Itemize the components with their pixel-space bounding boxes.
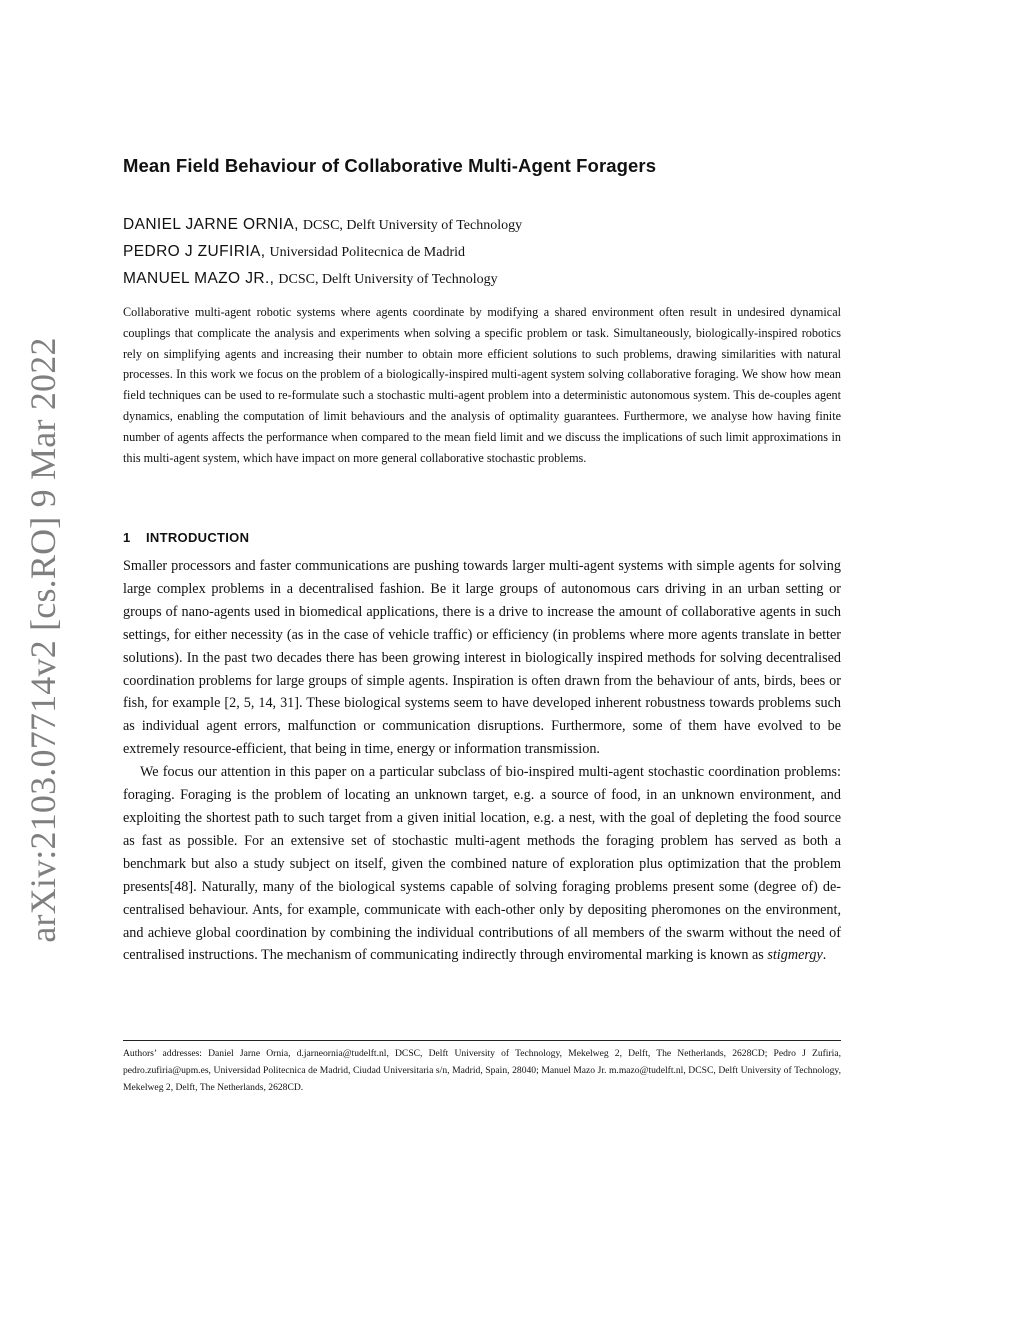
author-entry <box>123 238 841 265</box>
emphasized-term: stigmergy <box>767 947 823 964</box>
section-heading <box>123 530 249 545</box>
author-affiliation: DCSC, Delft University of Technology <box>278 272 498 287</box>
author-affiliation: DCSC, Delft University of Technology <box>302 218 523 233</box>
footnote-divider <box>123 1040 841 1041</box>
author-list <box>123 211 841 292</box>
author-affiliation: Universidad Politecnica de Madrid <box>269 245 466 260</box>
section-number: 1 <box>123 530 131 545</box>
abstract: Collaborative multi-agent robotic systems where agents coordinate by modifying a shared environment often result in undesired dynamical couplings that complicate the analysis and experiments when solving a specific problem or task. Simultaneously, biologically-inspired robotics rely on simplifying agents and increasing their number to obtain more efficient solutions to such problems, drawing similarities with natural processes. In this work we focus on the problem of a biologically-inspired multi-agent system solving collaborative foraging. We show how mean field techniques can be used to re-formulate such a stochastic multi-agent problem into a deterministic autonomous system. This de-couples agent dynamics, enabling the computation of limit behaviours and the analysis of optimality guarantees. Furthermore, we analyse how having finite number of agents affects the performance when compared to the mean field limit and we discuss the implications of such limit approximations in this multi-agent system, which have impact on more general collaborative stochastic problems. <box>123 305 841 465</box>
author-addresses-footnote: Authors’ addresses: Daniel Jarne Ornia, d.jarneornia@tudelft.nl, DCSC, Delft University of Technology, Mekelweg 2, Delft, The Netherlands, 2628CD; Pedro J Zufiria, pedro.zufiria@upm.es, Universidad Politecnica de Madrid, Ciudad Universitaria s/n, Madrid, Spain, 28040; Manuel Mazo Jr. m.mazo@tudelft.nl, DCSC, Delft University of Technology, Mekelweg 2, Delft, The Netherlands, 2628CD. <box>123 1048 841 1093</box>
author-entry <box>123 265 841 292</box>
section-title: INTRODUCTION <box>146 530 250 545</box>
author-name: MANUEL MAZO JR., <box>123 270 275 287</box>
paragraph-text: We focus our attention in this paper on a particular subclass of bio-inspired multi-agent stochastic coordination problems: foraging. Foraging is the problem of locating an unknown target, e.g. a source of food, in an unknown environment, and exploiting the shortest path to such target from a given initial location, e.g. a nest, with the goal of depleting the food source as fast as possible. For an extensive set of stochastic multi-agent methods the foraging problem has served as both a benchmark but also a study subject on itself, given the combined nature of exploration plus optimization that the problem presents[48]. Naturally, many of the biological systems capable of solving foraging problems present some (degree of) de-centralised behaviour. Ants, for example, communicate with each-other only by depositing pheromones on the environment, and achieve global coordination by combining the individual contributions of all members of the swarm without the need of centralised instructions. The mechanism of communicating indirectly through enviromental marking is known as <box>123 764 841 964</box>
introduction-body <box>123 555 841 967</box>
arxiv-identifier-stamp: arXiv:2103.07714v2 [cs.RO] 9 Mar 2022 <box>23 337 63 943</box>
paragraph-end: . <box>822 947 827 964</box>
paragraph: Smaller processors and faster communications are pushing towards larger multi-agent systems with simple agents for solving large complex problems in a decentralised fashion. Be it large groups of autonomous cars driving in an urban setting or groups of nano-agents used in biomedical applications, there is a drive to increase the amount of collaborative agents in such settings, for either necessity (as in the case of vehicle traffic) or efficiency (in problems where more agents translate in better solutions). In the past two decades there has been growing interest in biologically inspired methods for solving decentralised coordination problems for large groups of simple agents. Inspiration is often drawn from the behaviour of ants, birds, bees or fish, for example [2, 5, 14, 31]. These biological systems seem to have developed inherent robustness towards problems such as individual agent errors, malfunction or communication disruptions. Furthermore, some of them have evolved to be extremely resource-efficient, that being in time, energy or information transmission. <box>123 558 841 758</box>
paragraph <box>123 761 841 967</box>
author-name: DANIEL JARNE ORNIA, <box>123 216 299 233</box>
author-name: PEDRO J ZUFIRIA, <box>123 243 266 260</box>
paper-title: Mean Field Behaviour of Collaborative Multi-Agent Foragers <box>123 155 657 176</box>
author-entry <box>123 211 841 238</box>
